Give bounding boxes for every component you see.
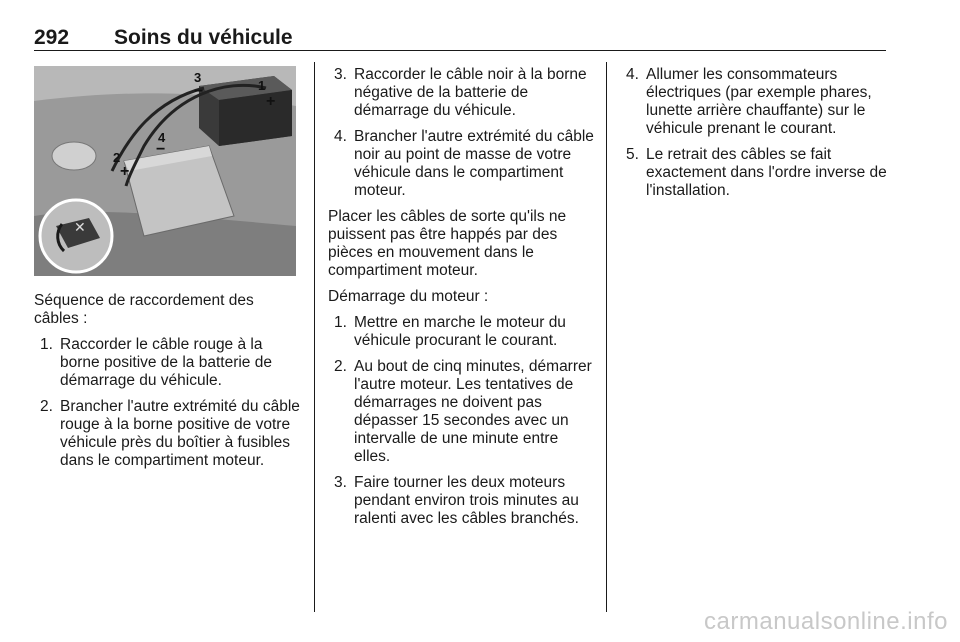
callout-1 (258, 78, 265, 93)
svg-text:−: − (194, 83, 204, 100)
svg-text:✕: ✕ (74, 219, 86, 235)
list-item: 4. Brancher l'autre extrémité du câble noir au point de masse de votre véhicule dans le compartiment moteur. (334, 128, 594, 199)
svg-text:3: 3 (194, 70, 202, 85)
cable-placement-note: Placer les câbles de sorte qu'ils ne puissent pas être happés par des pièces en mouvement dans le compartiment moteur. (328, 208, 567, 279)
list-item: 5. Le retrait des câbles se fait exactement dans l'ordre inverse de l'installation. (626, 146, 887, 199)
engine-start-heading: Démarrage du moteur : (328, 288, 489, 305)
battery-jump-start-illustration (34, 66, 296, 276)
list-item: 2. Au bout de cinq minutes, démarrer l'autre moteur. Les tentatives de démarrages ne doivent pas dépasser 15 secondes avec un intervalle de une minute entre elles. (334, 358, 592, 465)
list-item: 1. Mettre en marche le moteur du véhicule procurant le courant. (334, 314, 566, 349)
svg-text:−: − (156, 141, 166, 158)
column-2 (328, 66, 594, 536)
page-number: 292 (34, 26, 70, 49)
page-header (34, 26, 886, 52)
list-item: 2. Brancher l'autre extrémité du câble rouge à la borne positive de votre véhicule près du boîtier à fusibles dans le compartiment moteur. (40, 398, 300, 469)
header-rule (34, 50, 886, 51)
callout-2 (113, 150, 120, 165)
watermark: carmanualsonline.info (704, 608, 948, 635)
callout-3 (194, 70, 201, 85)
list-item: 1. Raccorder le câble rouge à la borne positive de la batterie de démarrage du véhicule. (40, 336, 272, 389)
callout-4 (158, 130, 166, 145)
column-divider-2 (606, 62, 607, 612)
svg-text:1: 1 (258, 78, 266, 93)
list-item: 4. Allumer les consommateurs électriques (par exemple phares, lunette arrière chauffante) sur le véhicule prenant le courant. (626, 66, 872, 137)
list-item: 3. Raccorder le câble noir à la borne négative de la batterie de démarrage du véhicule. (334, 66, 587, 119)
column-1 (34, 292, 302, 478)
list-item: 3. Faire tourner les deux moteurs pendant environ trois minutes au ralenti avec les câbles branchés. (334, 474, 579, 527)
chapter-title: Soins du véhicule (114, 26, 293, 49)
column-divider-1 (314, 62, 315, 612)
svg-text:2: 2 (113, 150, 121, 165)
svg-text:4: 4 (158, 130, 166, 145)
column-3 (620, 66, 888, 208)
connection-intro: Séquence de raccordement des câbles : (34, 292, 254, 327)
svg-text:+: + (120, 163, 130, 180)
svg-text:+: + (266, 93, 276, 110)
